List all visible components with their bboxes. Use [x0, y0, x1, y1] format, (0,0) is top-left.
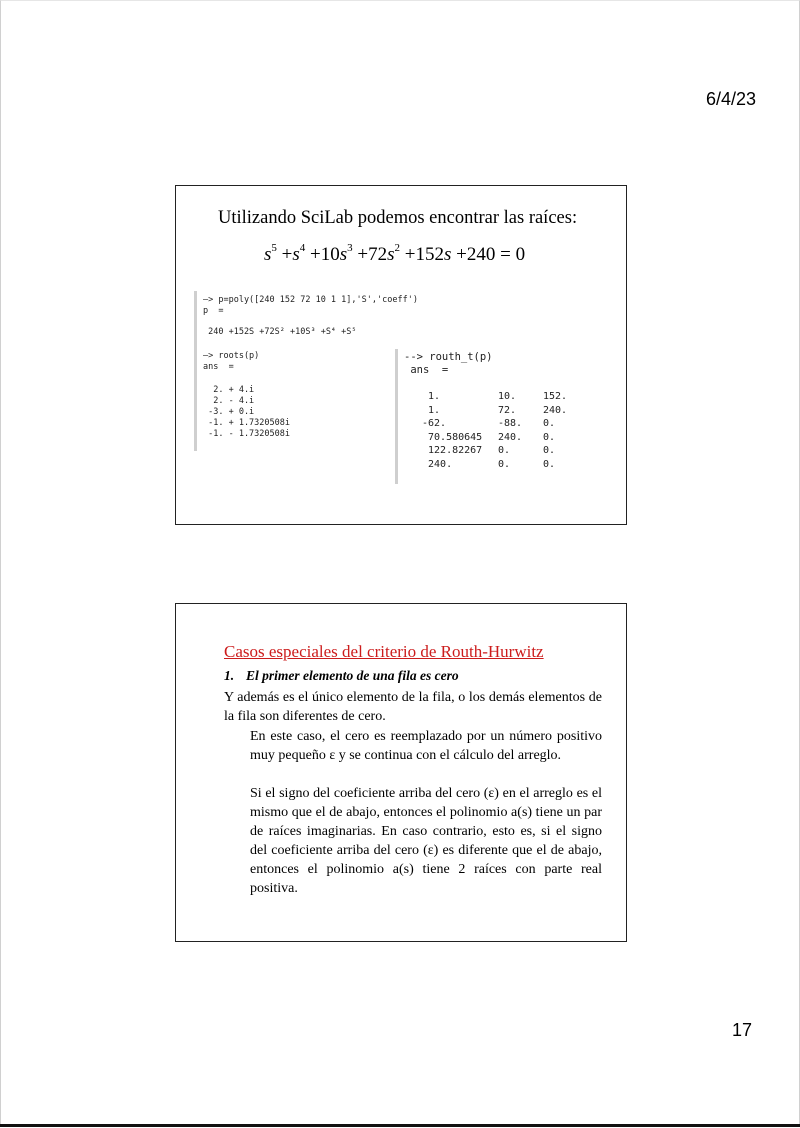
table-row: -62. -88. 0.	[422, 418, 556, 429]
paragraph-1: Y además es el único elemento de la fila, o los demás elementos de la fila son diferentes de cero.	[224, 690, 602, 724]
console-ans: ans =	[404, 364, 449, 376]
table-row: 70.580645 240. 0.	[422, 431, 556, 443]
console-line: 2. + 4.i	[203, 385, 255, 395]
page-date: 6/4/23	[706, 89, 757, 109]
console-line: p =	[203, 306, 224, 316]
routh-table	[422, 390, 583, 471]
paragraph-2: En este caso, el cero es reemplazado por un número positivo muy pequeño ε y se continua con el cálculo del arreglo.	[250, 729, 602, 763]
subheading-number: 1.	[224, 668, 235, 683]
console-line: —> p=poly([240 152 72 10 1 1],'S','coeff')	[203, 295, 418, 305]
table-row: 240. 0. 0.	[422, 458, 556, 470]
table-row: 1. 72. 240.	[422, 404, 568, 416]
console-line: -3. + 0.i	[203, 407, 255, 417]
page-bottom-rule	[0, 1124, 800, 1127]
console-line: —> roots(p)	[203, 351, 260, 361]
scilab-console-roots	[194, 291, 418, 451]
console-line: -1. + 1.7320508i	[203, 418, 290, 428]
paragraph-3: Si el signo del coeficiente arriba del cero (ε) en el arreglo es el mismo que el de abajo, entonces el polinomio a(s) tiene un par de raíces imaginarias. En caso contrario, esto es, si el signo del coeficiente arriba del cero (ε) es diferente que el de abajo, entonces el polinomio a(s) tiene 2 raíces con parte real positiva.	[250, 786, 602, 896]
console-line: 2. - 4.i	[203, 396, 255, 406]
console-line: ans =	[203, 362, 234, 372]
slide-scilab-roots	[175, 185, 627, 525]
console-line: 240 +152S +72S² +10S³ +S⁴ +S⁵	[203, 327, 357, 337]
slide2-subheading	[224, 668, 459, 684]
console-line: -1. - 1.7320508i	[203, 429, 290, 439]
characteristic-equation: $s^5 +s^4 +10s^3 +72s^2 +152s +240 = 0$	[264, 242, 526, 265]
table-row: 1. 10. 152.	[422, 391, 568, 402]
subheading-text: El primer elemento de una fila es cero	[246, 668, 459, 683]
table-row: 122.82267 0. 0.	[422, 445, 556, 456]
slide1-title: Utilizando SciLab podemos encontrar las raíces:	[218, 208, 578, 228]
page-number: 17	[732, 1020, 753, 1040]
slide-routh-special-cases	[175, 603, 627, 942]
console-command: --> routh_t(p)	[404, 351, 493, 363]
scilab-console-routh	[395, 349, 583, 484]
slide2-heading: Casos especiales del criterio de Routh-Hurwitz	[224, 642, 544, 661]
